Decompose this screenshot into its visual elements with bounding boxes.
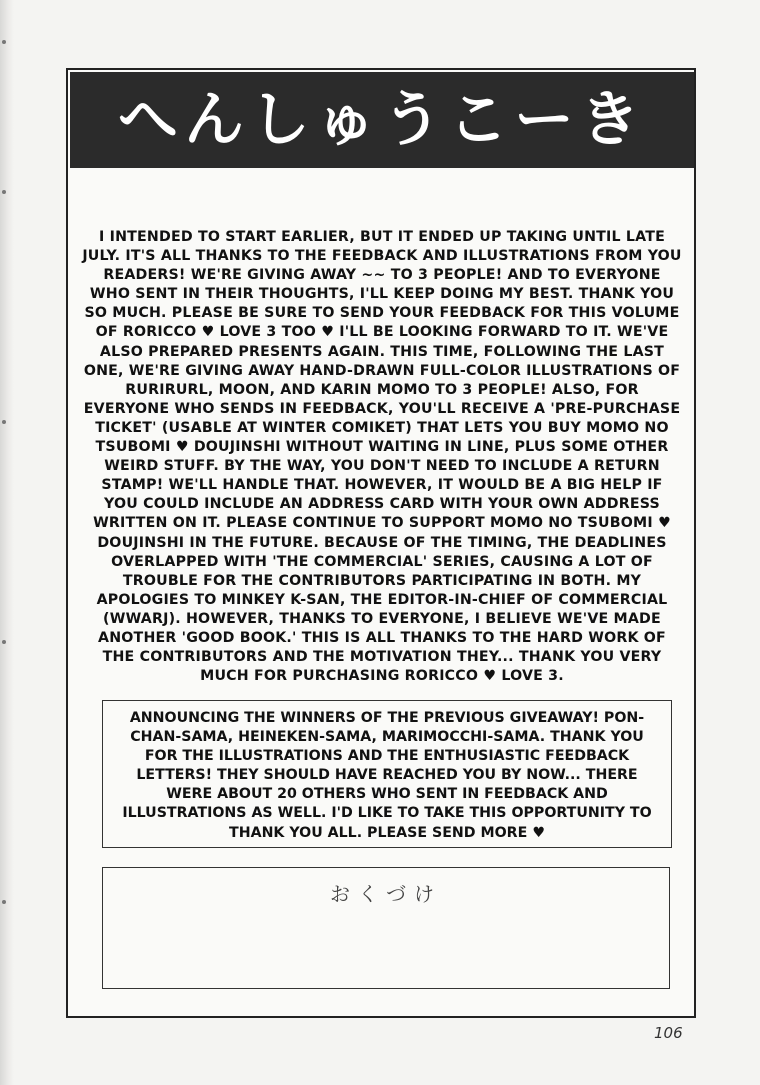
binding-mark: [2, 900, 6, 904]
binding-mark: [2, 640, 6, 644]
title-banner: [70, 72, 694, 168]
binding-mark: [2, 420, 6, 424]
page-number: 106: [654, 1024, 683, 1042]
colophon-label: おくづけ: [330, 882, 442, 906]
colophon-box: [102, 867, 670, 989]
binding-mark: [2, 190, 6, 194]
binding-mark: [2, 40, 6, 44]
winners-text: ANNOUNCING THE WINNERS OF THE PREVIOUS GIVEAWAY! PON-CHAN-SAMA, HEINEKEN-SAMA, MARIMOCCHI-SAMA. THANK YOU FOR THE ILLUSTRATIONS AND THE ENTHUSIASTIC FEEDBACK LETTERS! THEY SHOULD HAVE REACHED YOU BY NOW... THERE WERE ABOUT 20 OTHERS WHO SENT IN FEEDBACK AND ILLUSTRATIONS AS WELL. I'D LIKE TO TAKE THIS OPPORTUNITY TO THANK YOU ALL. PLEASE SEND MORE ♥: [122, 710, 652, 841]
editorial-text: I INTENDED TO START EARLIER, BUT IT ENDED UP TAKING UNTIL LATE JULY. IT'S ALL THANKS TO THE FEEDBACK AND ILLUSTRATIONS FROM YOU READERS! WE'RE GIVING AWAY ~~ TO 3 PEOPLE! AND TO EVERYONE WHO SENT IN THEIR THOUGHTS, I'LL KEEP DOING MY BEST. THANK YOU SO MUCH. PLEASE BE SURE TO SEND YOUR FEEDBACK FOR THIS VOLUME OF RORICCO ♥ LOVE 3 TOO ♥ I'LL BE LOOKING FORWARD TO IT. WE'VE ALSO PREPARED PRESENTS AGAIN. THIS TIME, FOLLOWING THE LAST ONE, WE'RE GIVING AWAY HAND-DRAWN FULL-COLOR ILLUSTRATIONS OF RURIRURL, MOON, AND KARIN MOMO TO 3 PEOPLE! ALSO, FOR EVERYONE WHO SENDS IN FEEDBACK, YOU'LL RECEIVE A 'PRE-PURCHASE TICKET' (USABLE AT WINTER COMIKET) THAT LETS YOU BUY MOMO NO TSUBOMI ♥ DOUJINSHI WITHOUT WAITING IN LINE, PLUS SOME OTHER WEIRD STUFF. BY THE WAY, YOU DON'T NEED TO INCLUDE A RETURN STAMP! WE'LL HANDLE THAT. HOWEVER, IT WOULD BE A BIG HELP IF YOU COULD INCLUDE AN ADDRESS CARD WITH YOUR OWN ADDRESS WRITTEN ON IT. PLEASE CONTINUE TO SUPPORT MOMO NO TSUBOMI ♥ DOUJINSHI IN THE FUTURE. BECAUSE OF THE TIMING, THE DEADLINES OVERLAPPED WITH 'THE COMMERCIAL' SERIES, CAUSING A LOT OF TROUBLE FOR THE CONTRIBUTORS PARTICIPATING IN BOTH. MY APOLOGIES TO MINKEY K-SAN, THE EDITOR-IN-CHIEF OF COMMERCIAL (WWARJ). HOWEVER, THANKS TO EVERYONE, I BELIEVE WE'VE MADE ANOTHER 'GOOD BOOK.' THIS IS ALL THANKS TO THE HARD WORK OF THE CONTRIBUTORS AND THE MOTIVATION THEY... THANK YOU VERY MUCH FOR PURCHASING RORICCO ♥ LOVE 3.: [82, 229, 682, 685]
page-title: へんしゅうこーき: [118, 85, 646, 155]
winners-box: [102, 700, 672, 848]
book-spine-edge: [0, 0, 14, 1085]
